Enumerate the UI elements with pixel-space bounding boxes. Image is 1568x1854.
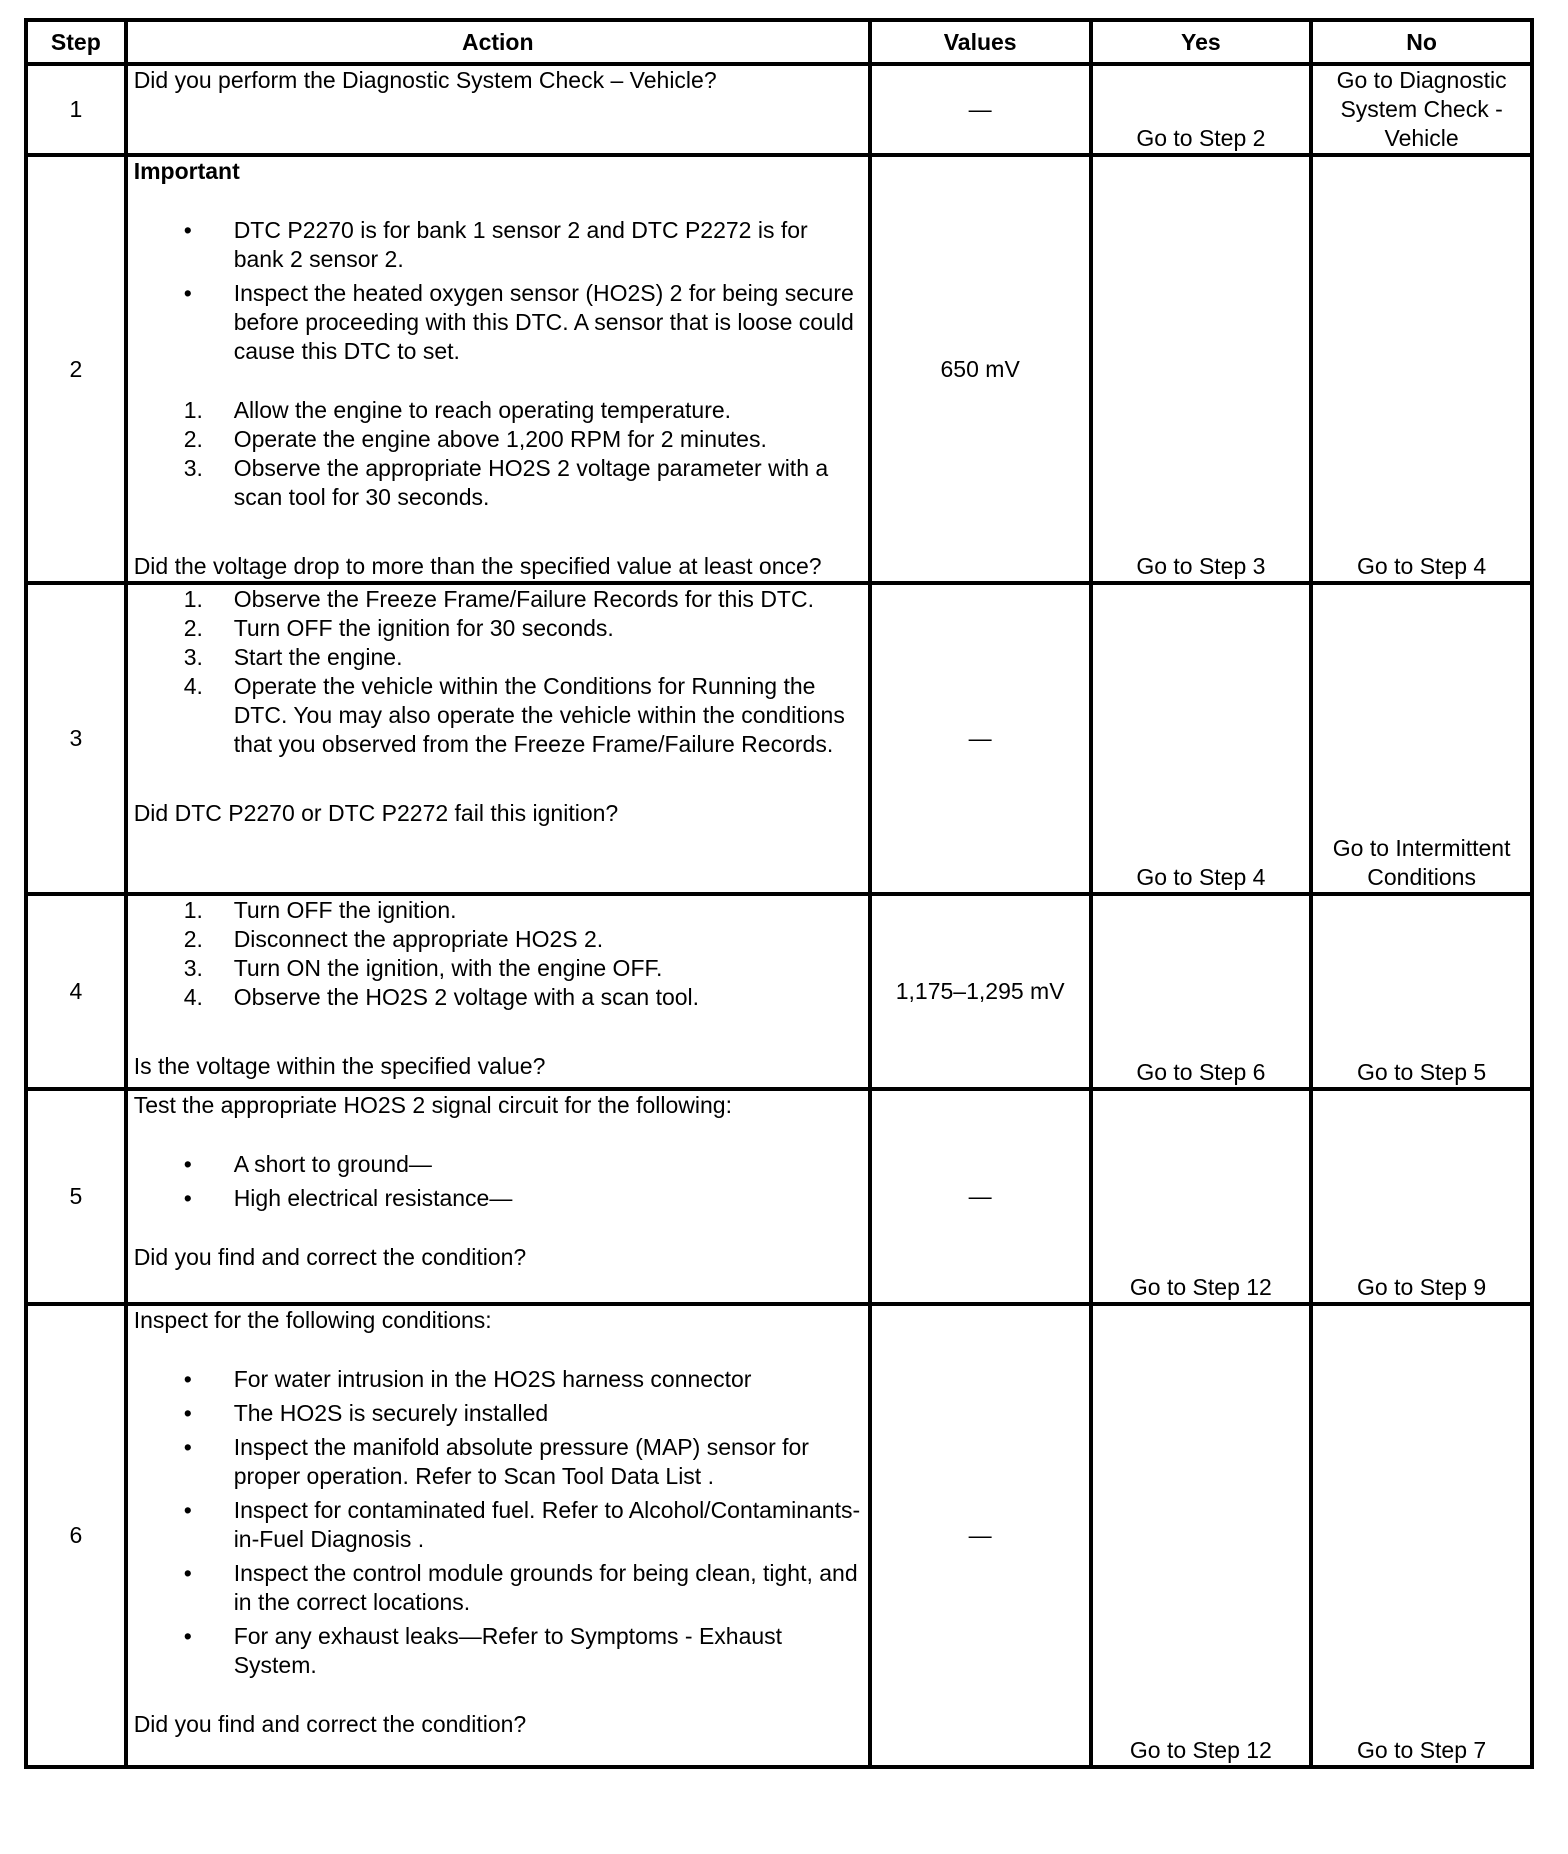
action-question: Did you find and correct the condition? (133, 1244, 527, 1270)
bullet-icon: • (183, 1400, 192, 1426)
bullet-icon: • (183, 1366, 192, 1392)
action-question: Did the voltage drop to more than the specified value at least once? (133, 553, 822, 579)
numbered-text: Observe the appropriate HO2S 2 voltage parameter with a scan tool for 30 seconds. (233, 455, 829, 510)
no-cell: Go to Step 4 (1311, 155, 1532, 583)
header-step: Step (26, 20, 126, 64)
numbered-text: Start the engine. (233, 644, 403, 670)
numbered-item: 4. Observe the HO2S 2 voltage with a scan tool. (183, 984, 700, 1010)
bullet-text: Inspect for contaminated fuel. Refer to Alcohol/Contaminants-in-Fuel Diagnosis . (233, 1497, 861, 1552)
bullet-icon: • (183, 1623, 192, 1649)
bullet-text: Inspect the heated oxygen sensor (HO2S) 2 for being secure before proceeding with this DTC. A sensor that is loose could cause this DTC to set. (233, 280, 854, 364)
action-cell (126, 1089, 870, 1304)
step-row-1 (26, 64, 1532, 155)
numbered-text: Observe the Freeze Frame/Failure Records for this DTC. (233, 586, 814, 612)
action-cell (126, 583, 870, 894)
numbered-item: 4. Operate the vehicle within the Conditions for Running the DTC. You may also operate the vehicle within the conditions that you observed from the Freeze Frame/Failure Records. (183, 673, 845, 757)
value-cell: — (870, 1304, 1091, 1767)
numbered-text: Disconnect the appropriate HO2S 2. (233, 926, 604, 952)
numbered-item: 3. Start the engine. (183, 644, 403, 670)
no-cell: Go to Step 9 (1311, 1089, 1532, 1304)
no-cell: Go to Intermittent Conditions (1311, 583, 1532, 894)
bullet-item (134, 1433, 862, 1491)
bullet-icon: • (183, 1497, 192, 1523)
step-row-2 (26, 155, 1532, 583)
numbered-list (134, 396, 862, 512)
value-cell: — (870, 64, 1091, 155)
bullet-list (134, 1365, 862, 1680)
numbered-text: Allow the engine to reach operating temperature. (233, 397, 732, 423)
value-cell: — (870, 1089, 1091, 1304)
numbered-item: 2. Operate the engine above 1,200 RPM for 2 minutes. (183, 426, 767, 452)
bullet-item (134, 1150, 862, 1179)
bullet-text: High electrical resistance— (233, 1185, 513, 1211)
step-number: 6 (26, 1304, 126, 1767)
action-lead: Test the appropriate HO2S 2 signal circuit for the following: (133, 1092, 732, 1118)
numbered-item: 3. Observe the appropriate HO2S 2 voltage parameter with a scan tool for 30 seconds. (183, 455, 829, 510)
bullet-text: For water intrusion in the HO2S harness connector (233, 1366, 752, 1392)
action-cell (126, 1304, 870, 1767)
step-row-6 (26, 1304, 1532, 1767)
value-cell: — (870, 583, 1091, 894)
step-row-5 (26, 1089, 1532, 1304)
numbered-item: 1. Allow the engine to reach operating temperature. (183, 397, 732, 423)
bullet-item (134, 1365, 862, 1394)
numbered-list (134, 896, 862, 1012)
bullet-item (134, 1496, 862, 1554)
bullet-item (134, 279, 862, 366)
numbered-text: Turn ON the ignition, with the engine OFF. (233, 955, 663, 981)
step-number: 3 (26, 583, 126, 894)
numbered-list (134, 585, 862, 759)
bullet-text: Inspect the manifold absolute pressure (MAP) sensor for proper operation. Refer to Scan Tool Data List . (233, 1434, 809, 1489)
yes-cell: Go to Step 12 (1091, 1304, 1312, 1767)
bullet-item (134, 1184, 862, 1213)
bullet-item (134, 1622, 862, 1680)
bullet-icon: • (183, 1185, 192, 1211)
step-number: 5 (26, 1089, 126, 1304)
value-cell: 650 mV (870, 155, 1091, 583)
bullet-text: For any exhaust leaks—Refer to Symptoms - Exhaust System. (233, 1623, 783, 1678)
action-question: Did you find and correct the condition? (133, 1711, 527, 1737)
numbered-item: 2. Turn OFF the ignition for 30 seconds. (183, 615, 614, 641)
numbered-item: 2. Disconnect the appropriate HO2S 2. (183, 926, 604, 952)
no-cell: Go to Diagnostic System Check - Vehicle (1311, 64, 1532, 155)
yes-cell: Go to Step 12 (1091, 1089, 1312, 1304)
bullet-text: Inspect the control module grounds for being clean, tight, and in the correct locations. (233, 1560, 858, 1615)
action-cell (126, 155, 870, 583)
action-cell (126, 64, 870, 155)
step-number: 4 (26, 894, 126, 1089)
bullet-text: DTC P2270 is for bank 1 sensor 2 and DTC P2272 is for bank 2 sensor 2. (233, 217, 808, 272)
action-question: Is the voltage within the specified value? (133, 1053, 546, 1079)
step-number: 1 (26, 64, 126, 155)
step-row-3 (26, 583, 1532, 894)
yes-cell: Go to Step 2 (1091, 64, 1312, 155)
bullet-icon: • (183, 217, 192, 243)
bullet-icon: • (183, 1560, 192, 1586)
action-cell (126, 894, 870, 1089)
action-lead: Did you perform the Diagnostic System Check – Vehicle? (133, 67, 717, 93)
bullet-icon: • (183, 1434, 192, 1460)
yes-cell: Go to Step 6 (1091, 894, 1312, 1089)
yes-cell: Go to Step 4 (1091, 583, 1312, 894)
step-row-4 (26, 894, 1532, 1089)
header-yes: Yes (1091, 20, 1312, 64)
no-cell: Go to Step 7 (1311, 1304, 1532, 1767)
numbered-text: Operate the vehicle within the Conditions for Running the DTC. You may also operate the vehicle within the conditions that you observed from the Freeze Frame/Failure Records. (233, 673, 845, 757)
diagnostic-table (24, 18, 1534, 1769)
header-values: Values (870, 20, 1091, 64)
important-heading: Important (133, 158, 240, 184)
header-no: No (1311, 20, 1532, 64)
numbered-item: 1. Observe the Freeze Frame/Failure Records for this DTC. (183, 586, 814, 612)
numbered-item: 3. Turn ON the ignition, with the engine OFF. (183, 955, 663, 981)
numbered-text: Turn OFF the ignition. (233, 897, 457, 923)
bullet-list (134, 216, 862, 366)
bullet-list (134, 1150, 862, 1213)
action-question: Did DTC P2270 or DTC P2272 fail this ignition? (133, 800, 619, 826)
step-number: 2 (26, 155, 126, 583)
bullet-icon: • (183, 1151, 192, 1177)
numbered-text: Operate the engine above 1,200 RPM for 2 minutes. (233, 426, 767, 452)
bullet-text: The HO2S is securely installed (233, 1400, 549, 1426)
bullet-item (134, 1399, 862, 1428)
bullet-item (134, 216, 862, 274)
header-action: Action (126, 20, 870, 64)
value-cell: 1,175–1,295 mV (870, 894, 1091, 1089)
bullet-icon: • (183, 280, 192, 306)
numbered-text: Observe the HO2S 2 voltage with a scan tool. (233, 984, 700, 1010)
header-row (26, 20, 1532, 64)
numbered-text: Turn OFF the ignition for 30 seconds. (233, 615, 614, 641)
bullet-item (134, 1559, 862, 1617)
action-lead: Inspect for the following conditions: (133, 1307, 492, 1333)
no-cell: Go to Step 5 (1311, 894, 1532, 1089)
numbered-item: 1. Turn OFF the ignition. (183, 897, 457, 923)
bullet-text: A short to ground— (233, 1151, 432, 1177)
yes-cell: Go to Step 3 (1091, 155, 1312, 583)
